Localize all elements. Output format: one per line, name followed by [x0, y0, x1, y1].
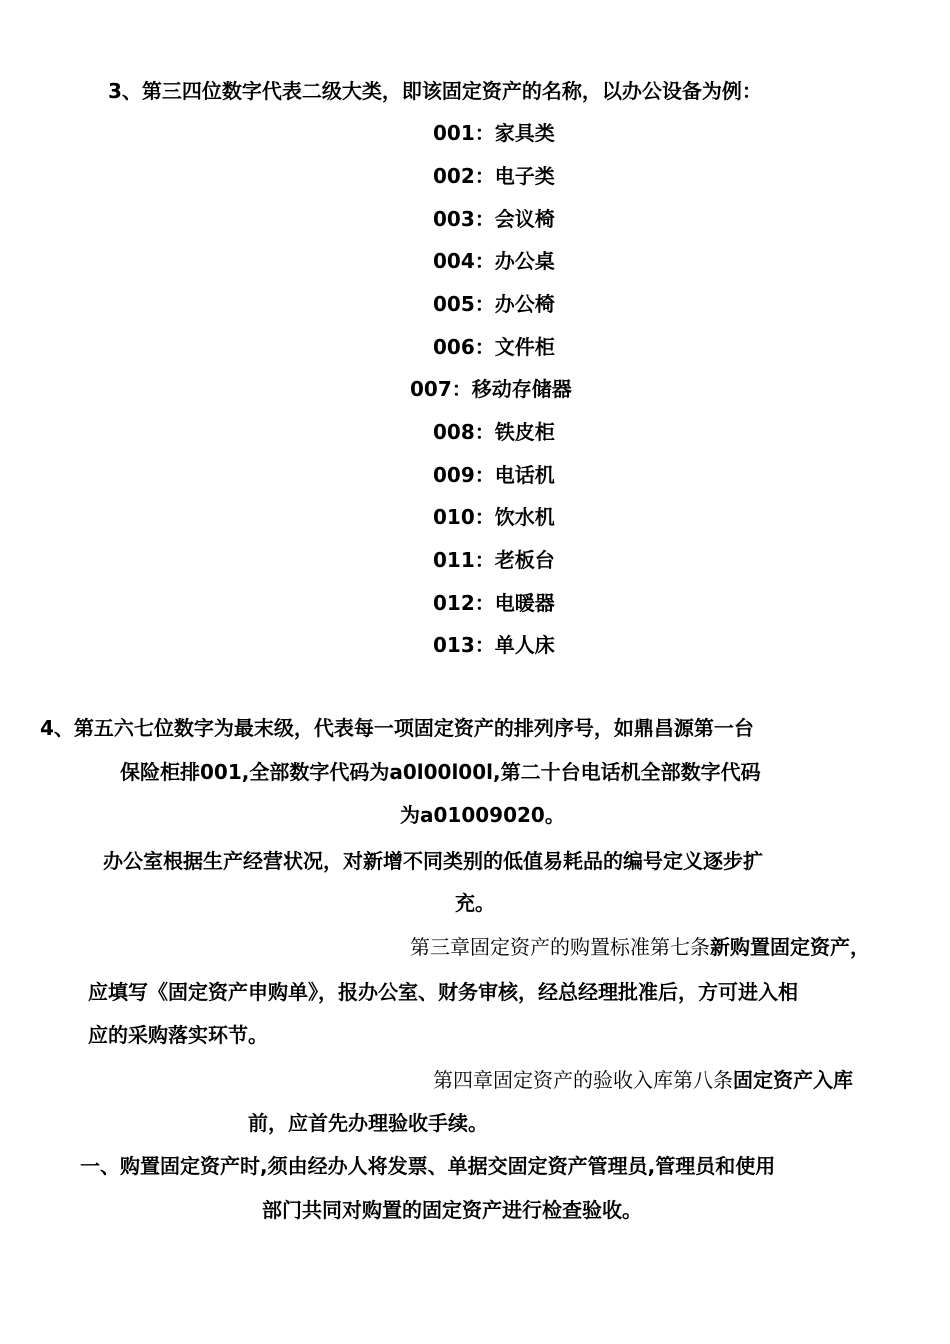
chapter3-bold-text: 新购置固定资产，	[710, 935, 870, 959]
list-item: 011：老板台	[433, 548, 555, 572]
chapter4-bold-text: 固定资产入库	[733, 1068, 853, 1092]
list-item: 001：家具类	[433, 121, 555, 145]
chapter4-line2: 前，应首先办理验收手续。	[248, 1111, 488, 1135]
chapter4-title: 第四章固定资产的验收入库第八条	[433, 1068, 733, 1092]
chapter3-heading	[410, 934, 870, 960]
list-item: 009：电话机	[433, 463, 555, 487]
chapter4-item1-line1: 一、购置固定资产时,须由经办人将发票、单据交固定资产管理员,管理员和使用	[80, 1154, 776, 1178]
list-item: 004：办公桌	[433, 249, 555, 273]
list-item: 010：饮水机	[433, 505, 555, 529]
list-item: 013：单人床	[433, 633, 555, 657]
chapter4-heading	[433, 1067, 853, 1093]
list-item: 007：移动存储器	[410, 377, 572, 401]
list-item: 006：文件柜	[433, 335, 555, 359]
section4-line3: 为a01009020。	[400, 803, 565, 827]
section4-line2: 保险柜排001,全部数字代码为a0l00l00l,第二十台电话机全部数字代码	[120, 760, 761, 784]
office-note-line2: 充。	[455, 891, 495, 915]
chapter3-line3: 应的采购落实环节。	[88, 1023, 268, 1047]
chapter3-line2: 应填写《固定资产申购单》，报办公室、财务审核，经总经理批准后，方可进入相	[88, 980, 798, 1004]
section4-line1: 4、第五六七位数字为最末级，代表每一项固定资产的排列序号，如鼎昌源第一台	[40, 716, 754, 740]
list-item: 003：会议椅	[433, 207, 555, 231]
list-item: 008：铁皮柜	[433, 420, 555, 444]
list-item: 002：电子类	[433, 164, 555, 188]
office-note-line1: 办公室根据生产经营状况，对新增不同类别的低值易耗品的编号定义逐步扩	[103, 849, 763, 873]
list-item: 005：办公椅	[433, 292, 555, 316]
section3-heading: 3、第三四位数字代表二级大类，即该固定资产的名称，以办公设备为例：	[108, 79, 762, 103]
list-item: 012：电暖器	[433, 591, 555, 615]
chapter3-title: 第三章固定资产的购置标准第七条	[410, 935, 710, 959]
chapter4-item1-line2: 部门共同对购置的固定资产进行检查验收。	[262, 1198, 642, 1222]
